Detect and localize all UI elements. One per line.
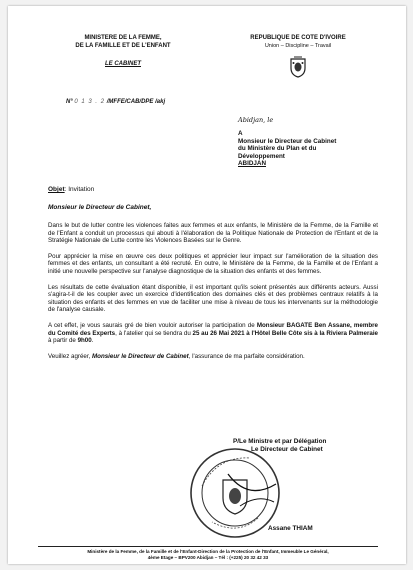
recipient-city: ABIDJAN <box>238 160 266 168</box>
letter-body <box>48 222 378 368</box>
participant-name: Monsieur BAGATE Ben Assane, membre du Comité des Experts <box>48 321 378 337</box>
footer-divider <box>38 546 378 547</box>
coat-of-arms-icon <box>288 56 308 78</box>
p4-text-c: , à l'atelier qui se tiendra du <box>115 329 193 337</box>
footer-line-1: Ministère de la Femme, de la Famille et de l'Enfant-Direction de la Protection de l'Enfant, Immeuble Le Général, <box>87 549 329 554</box>
event-time: 9h00 <box>77 337 92 345</box>
paragraph-4 <box>48 322 378 345</box>
reference-handwritten: 0 1 3 . 2 <box>74 99 106 105</box>
p4-text-e: à partir de <box>48 337 78 345</box>
letter-page <box>8 6 406 564</box>
recipient-line-1: Monsieur le Directeur de Cabinet <box>238 137 337 145</box>
footer-line-2: 4ème Etage – BPV200 Abidjan – Tél : (+225) 20 32 42 33 <box>147 555 269 560</box>
recipient-a: A <box>238 130 243 137</box>
event-date-venue: 25 au 26 Mai 2021 à l'Hôtel Belle Côte sis à la Riviera Palmeraie <box>192 329 378 337</box>
recipient-block <box>238 130 388 168</box>
country-motto: Union – Discipline – Travail <box>264 43 332 49</box>
p5-addressee: Monsieur le Directeur de Cabinet <box>92 352 189 360</box>
ministry-line-1: MINISTERE DE LA FEMME, <box>84 35 162 41</box>
paragraph-5 <box>48 353 378 361</box>
signature-line-2: Le Directeur de Cabinet <box>251 446 323 453</box>
subject-label: Objet <box>48 186 65 193</box>
recipient-line-3: Développement <box>238 152 285 160</box>
paragraph-1: Dans le but de lutter contre les violences faites aux femmes et aux enfants, le Ministère de la Femme, de la Famille et de l'Enfant a conduit un processus qui abouti à l'élaboration de la Politique Nationale de Protection de l'Enfant et de la Stratégie Nationale de Lutte contre les Violences Basées sur le Genre. <box>48 222 378 245</box>
p5-text-c: , l'assurance de ma parfaite considération. <box>188 352 305 360</box>
reference-number <box>66 99 165 105</box>
p5-text-a: Veuillez agréer, <box>48 352 93 360</box>
signature-line-1: P/Le Ministre et par Délégation <box>233 438 327 445</box>
reference-suffix: /MFFE/CAB/DPE /akj <box>106 99 166 105</box>
footer-address <box>38 549 378 561</box>
recipient-line-2: du Ministère du Plan et du <box>238 145 317 153</box>
subject-line <box>48 186 94 193</box>
salutation: Monsieur le Directeur de Cabinet, <box>48 204 152 211</box>
country-name: REPUBLIQUE DE COTE D'IVOIRE <box>250 35 346 41</box>
republic-header <box>238 34 358 78</box>
cabinet-label: LE CABINET <box>105 61 141 67</box>
paragraph-3: Les résultats de cette évaluation étant disponible, il est important qu'ils soient présentés aux différents acteurs. Aussi s'agira-t-il de les coupler avec un exercice d'identification des domaines clés et des problèmes centraux relatifs à la situation des enfants et des femmes en vue de faciliter une mise à niveau de tous les intervenants sur la méthodologie de l'analyse causale. <box>48 283 378 314</box>
place-date: Abidjan, le <box>238 116 274 124</box>
p4-text-a: A cet effet, je vous saurais gré de bien vouloir autoriser la participation de <box>48 321 257 329</box>
ministry-line-2: DE LA FAMILLE ET DE L'ENFANT <box>75 43 171 49</box>
reference-prefix: N° <box>66 99 73 105</box>
subject-text: : Invitation <box>64 186 95 193</box>
paragraph-2: Pour apprécier la mise en œuvre ces deux politiques et apprécier leur impact sur l'amélioration de la situation des femmes et des enfants, un consultant a été recruté. En outre, le Ministère de la Femme, de la Famille et de l'Enfant a initié une nouvelle perspective sur l'analyse diagnostique de la situation des enfants et des femmes. <box>48 252 378 275</box>
signatory-name: Assane THIAM <box>268 525 313 532</box>
p4-text-g: . <box>91 337 94 345</box>
ministry-header <box>48 34 198 68</box>
